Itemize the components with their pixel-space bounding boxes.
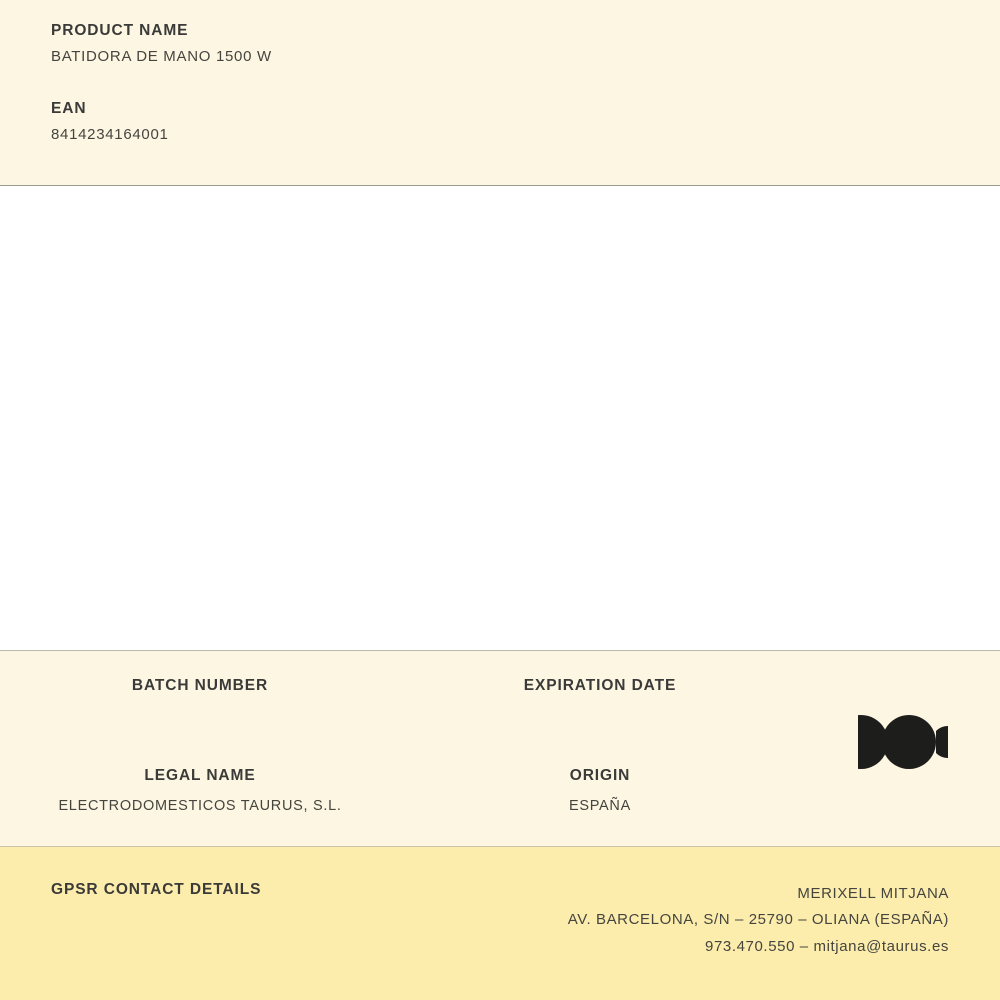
batch-number-label: BATCH NUMBER [131,677,269,694]
origin-field [400,767,800,815]
gpsr-contact-details-label: GPSR CONTACT DETAILS [51,881,262,898]
expiration-date-value [400,708,800,725]
product-image-area [0,186,1000,651]
origin-value: ESPAÑA [569,797,631,814]
product-name-label: PRODUCT NAME [51,22,189,39]
legal-name-field [0,767,400,815]
ean-label: EAN [51,99,87,117]
batch-number-field [0,677,400,725]
legal-name-value: ELECTRODOMESTICOS TAURUS, S.L. [58,797,342,814]
product-info-block [0,651,1000,847]
expiration-date-label: EXPIRATION DATE [523,677,677,694]
info-row-batch-expiration [0,677,800,725]
product-header [0,0,1000,186]
ean-value: 8414234164001 [51,125,169,143]
product-name-value: BATIDORA DE MANO 1500 W [51,48,272,66]
legal-name-label: LEGAL NAME [144,767,256,784]
gpsr-footer [0,847,1000,1000]
contact-address: AV. BARCELONA, S/N – 25790 – OLIANA (ESPAÑA) [567,911,949,929]
ce-marking-icon [858,711,948,773]
info-row-legal-origin [0,767,800,815]
contact-phone-email: 973.470.550 – mitjana@taurus.es [705,937,949,955]
product-name-field [51,22,950,66]
ean-field [51,100,950,144]
batch-number-value [0,708,400,725]
origin-label: ORIGIN [569,767,631,784]
gpsr-contact-details-value [568,881,949,960]
expiration-date-field [400,677,800,725]
contact-name: MERIXELL MITJANA [797,885,949,902]
